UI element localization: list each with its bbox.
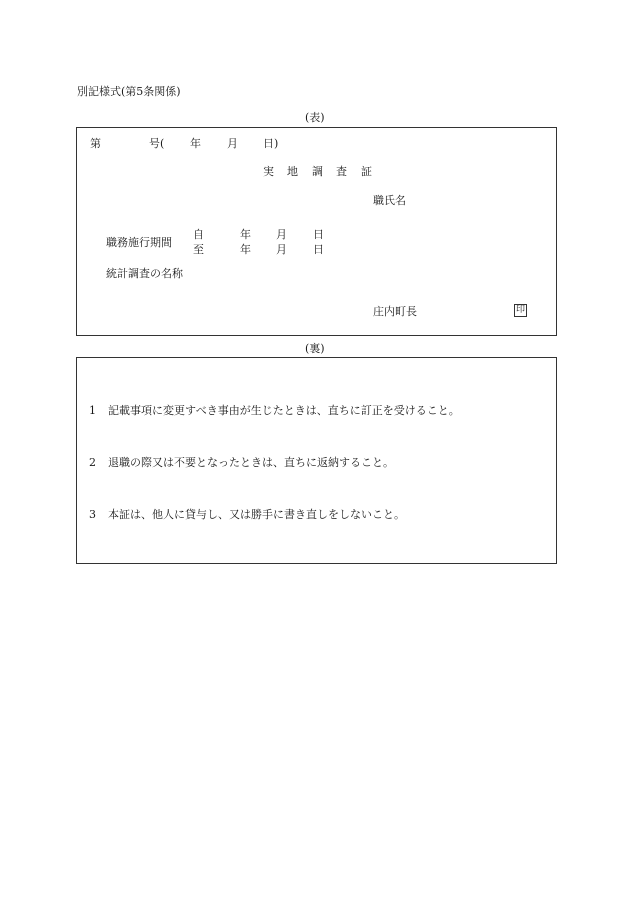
front-card (76, 127, 557, 336)
period-from-hi: 日 (313, 228, 324, 241)
number-dai: 第 (90, 137, 101, 150)
period-from-nen: 年 (240, 228, 251, 241)
form-reference-header: 別記様式(第5条関係) (77, 85, 181, 98)
title-char: 調 (312, 165, 323, 178)
number-go: 号( (149, 137, 165, 150)
period-from-prefix: 自 (193, 228, 204, 241)
period-to-prefix: 至 (193, 243, 204, 256)
back-side-label: (裏) (305, 342, 325, 355)
back-item-text: 退職の際又は不要となったときは、直ちに返納すること。 (108, 456, 394, 469)
back-item-number: 2 (89, 456, 96, 469)
date-hi: 日) (263, 137, 279, 150)
date-tsuki: 月 (227, 137, 238, 150)
period-label: 職務施行期間 (106, 236, 172, 249)
date-nen: 年 (190, 137, 201, 150)
front-side-label: (表) (305, 111, 325, 124)
title-char: 証 (361, 165, 372, 178)
back-item-number: 3 (89, 508, 96, 521)
period-to-tsuki: 月 (276, 243, 287, 256)
title-char: 実 (263, 165, 274, 178)
survey-name-label: 統計調査の名称 (106, 267, 183, 280)
period-from-tsuki: 月 (276, 228, 287, 241)
period-to-nen: 年 (240, 243, 251, 256)
title-char: 地 (287, 165, 298, 178)
back-item-text: 本証は、他人に貸与し、又は勝手に書き直しをしないこと。 (108, 508, 405, 521)
back-item-text: 記載事項に変更すべき事由が生じたときは、直ちに訂正を受けること。 (108, 404, 460, 417)
title-char: 査 (336, 165, 347, 178)
back-card (76, 357, 557, 564)
issuer-name: 庄内町長 (373, 305, 417, 318)
position-name-label: 職氏名 (373, 194, 406, 207)
period-to-hi: 日 (313, 243, 324, 256)
seal-stamp-box: 印 (515, 305, 525, 315)
back-item-number: 1 (89, 404, 96, 417)
